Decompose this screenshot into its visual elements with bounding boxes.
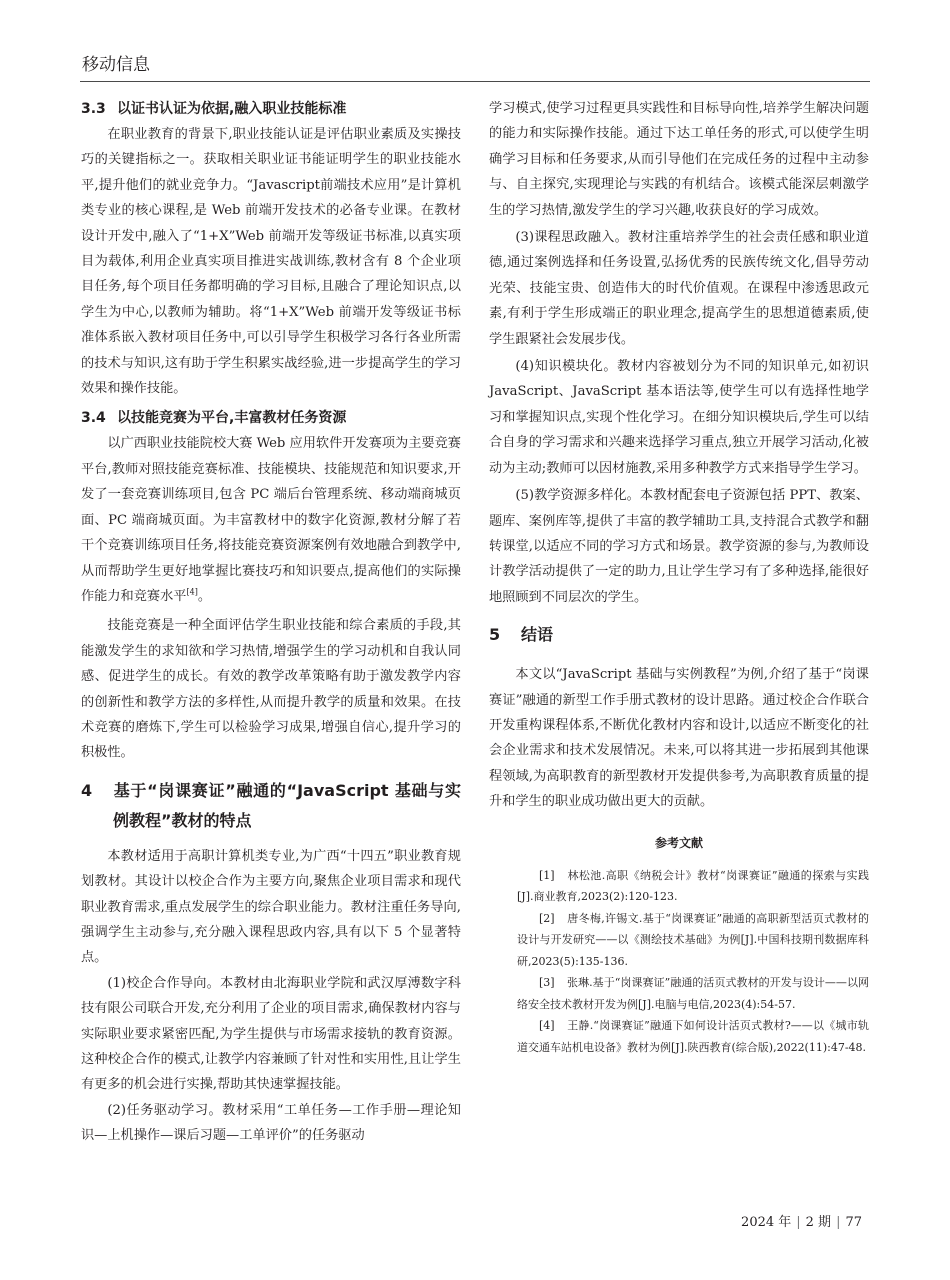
paragraph: (2)任务驱动学习。教材采用“工单任务—工作手册—理论知识—上机操作—课后习题—工单评价”的任务驱动: [81, 1102, 461, 1144]
section-number: 4: [81, 780, 93, 800]
footer-separator: |: [796, 1215, 801, 1230]
section-title: 结语: [521, 625, 554, 645]
reference-number: [2]: [539, 911, 555, 925]
reference-number: [1]: [539, 868, 555, 882]
section-title: 以证书认证为依据,融入职业技能标准: [117, 101, 347, 117]
citation: [4]: [186, 587, 198, 597]
page-footer: [741, 1211, 862, 1230]
paragraph: (4)知识模块化。教材内容被划分为不同的知识单元,如初识 JavaScript、JavaScript 基本语法等,使学生可以有选择性地学习和掌握知识点,实现个性化学习。在细分知识模块后,学生可以结合自身的学习需求和兴趣来选择学习重点,独立开展学习活动,化被动为主动;教师可以因材施教,采用多种教学方式来指导学生学习。: [489, 359, 869, 476]
paragraph: [81, 431, 461, 609]
paragraph-text: 以广西职业技能院校大赛 Web 应用软件开发赛项为主要竞赛平台,教师对照技能竞赛标准、技能模块、技能规范和知识要求,开发了一套竞赛训练项目,包含 PC 端后台管理系统、移动端商城页面、PC 端商城页面。为丰富教材中的数字化资源,教材分解了若干个竞赛训练项目任务,将技能竞赛资源案例有效地融合到教学中,从而帮助学生更好地掌握比赛技巧和知识要点,提高他们的实际操作能力和竞赛水平: [81, 436, 461, 604]
section-number: 3.3: [81, 101, 106, 117]
section-title: 基于“岗课赛证”融通的“JavaScript 基础与实例教程”教材的特点: [113, 780, 461, 830]
paragraph-end: 。: [197, 588, 212, 604]
reference-text: 唐冬梅,许锡文.基于“岗课赛证”融通的高职新型活页式教材的设计与开发研究——以《测绘技术基础》为例[J].中国科技期刊数据库科研,2023(5):135-136.: [517, 911, 869, 968]
reference-text: 张琳.基于“岗课赛证”融通的活页式教材的开发与设计——以网络安全技术教材开发为例[J].电脑与电信,2023(4):54-57.: [517, 976, 869, 1011]
references-list: [489, 865, 869, 1059]
paragraph: (1)校企合作导向。本教材由北海职业学院和武汉厚溥数字科技有限公司联合开发,充分利用了企业的项目需求,确保教材内容与实际职业要求紧密匹配,为学生提供与市场需求接轨的教育资源。这种校企合作的模式,让教学内容兼顾了针对性和实用性,且让学生有更多的机会进行实操,帮助其快速掌握技能。: [81, 975, 461, 1093]
section-number: 5: [489, 625, 501, 645]
paragraph: 在职业教育的背景下,职业技能认证是评估职业素质及实操技巧的关键指标之一。获取相关职业证书能证明学生的职业技能水平,提升他们的就业竞争力。“Javascript前端技术应用”是计算机类专业的核心课程,是 Web 前端开发技术的必备专业课。在教材设计开发中,融入了“1+X”Web 前端开发等级证书标准,以真实项目为载体,利用企业真实项目推进实战训练,教材含有 8 个企业项目任务,每个项目任务都明确的学习目标,且融合了理论知识点,以学生为中心,以教师为辅助。将“1+X”Web 前端开发等级证书标准体系嵌入教材项目任务中,可以引导学生积极学习各行各业所需的技术与知识,这有助于学生积累实战经验,进一步提高学生的学习效果和操作技能。: [81, 127, 461, 397]
reference-text: 林松池.高职《纳税会计》教材“岗课赛证”融通的探索与实践[J].商业教育,2023(2):120-123.: [517, 868, 869, 904]
paragraph-continued: 学习模式,使学习过程更具实践性和目标导向性,培养学生解决问题的能力和实际操作技能。通过下达工单任务的形式,可以使学生明确学习目标和任务要求,从而引导他们在完成任务的过程中主动参与、自主探究,实现理论与实践的有机结合。该模式能深层刺激学生的学习热情,激发学生的学习兴趣,收获良好的学习成效。: [489, 101, 869, 218]
running-head: 移动信息: [82, 55, 150, 75]
left-column: [81, 96, 461, 1149]
paragraph: 本教材适用于高职计算机类专业,为广西“十四五”职业教育规划教材。其设计以校企合作为主要方向,聚焦企业项目需求和现代职业教育需求,重点发展学生的综合职业能力。教材注重任务导向,强调学生主动参与,充分融入课程思政内容,具有以下 5 个显著特点。: [81, 848, 461, 966]
paragraph: 技能竞赛是一种全面评估学生职业技能和综合素质的手段,其能激发学生的求知欲和学习热情,增强学生的学习动机和自我认同感、促进学生的成长。有效的教学改革策略有助于激发教学内容的创新性和教学方法的多样性,从而提升教学的质量和效果。在技术竞赛的磨炼下,学生可以检验学习成果,增强自信心,提升学习的积极性。: [81, 618, 461, 761]
reference-text: 王静.“岗课赛证”融通下如何设计活页式教材?——以《城市轨道交通车站机电设备》教材为例[J].陕西教育(综合版),2022(11):47-48.: [517, 1019, 869, 1054]
reference-item: [489, 1015, 869, 1058]
paragraph: (3)课程思政融入。教材注重培养学生的社会责任感和职业道德,通过案例选择和任务设置,弘扬优秀的民族传统文化,倡导劳动光荣、技能宝贵、创造伟大的时代价值观。在课程中渗透思政元素,有利于学生形成端正的职业理念,提高学生的思想道德素质,使学生跟紧社会发展步伐。: [489, 230, 869, 347]
header-rule: [80, 81, 870, 82]
section-5-heading: [489, 620, 869, 650]
reference-item: [489, 972, 869, 1015]
references-title: 参考文献: [654, 835, 703, 850]
section-4-heading: [81, 776, 461, 836]
footer-year: 2024 年: [741, 1215, 792, 1230]
paragraph: (5)教学资源多样化。本教材配套电子资源包括 PPT、教案、题库、案例库等,提供了丰富的教学辅助工具,支持混合式教学和翻转课堂,以适应不同的学习方式和场景。教学资源的参与,为教师设计教学活动提供了一定的助力,且让学生学习有了多种选择,能很好地照顾到不同层次的学生。: [489, 488, 869, 605]
right-column: [489, 96, 869, 1058]
page-number: 77: [845, 1215, 862, 1230]
section-number: 3.4: [81, 410, 106, 427]
reference-number: [4]: [539, 1019, 555, 1033]
paragraph: 本文以“JavaScript 基础与实例教程”为例,介绍了基于“岗课赛证”融通的新型工作手册式教材的设计思路。通过校企合作联合开发重构课程体系,不断优化教材内容和设计,以适应不断变化的社会企业需求和技术发展情况。未来,可以将其进一步拓展到其他课程领域,为高职教育的新型教材开发提供参考,为高职教育质量的提升和学生的职业成功做出更大的贡献。: [489, 667, 869, 810]
section-3-3-heading: [81, 96, 461, 122]
reference-item: [489, 865, 869, 908]
footer-issue: 2 期: [805, 1215, 832, 1230]
section-title: 以技能竞赛为平台,丰富教材任务资源: [117, 410, 347, 427]
reference-number: [3]: [539, 976, 555, 990]
footer-separator: |: [836, 1215, 841, 1230]
reference-item: [489, 908, 869, 973]
section-3-4-heading: [81, 405, 461, 431]
